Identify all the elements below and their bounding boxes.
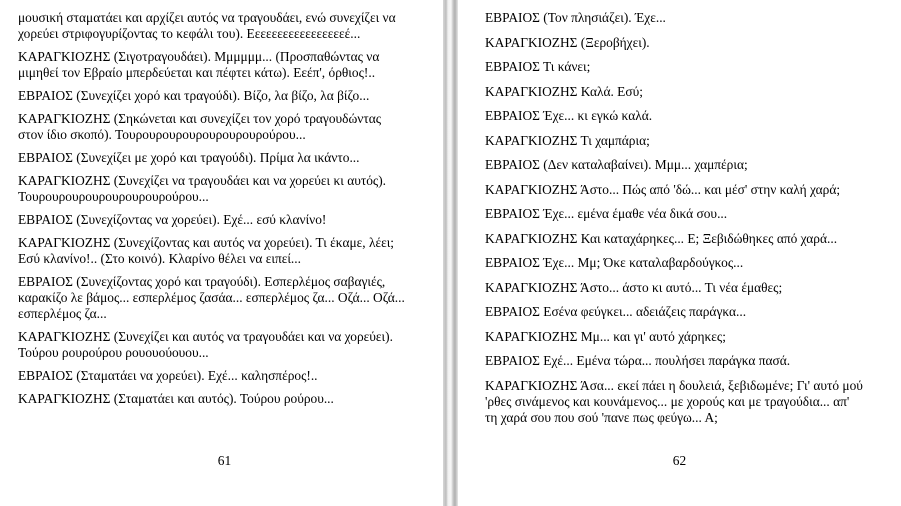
paragraph: ΚΑΡΑΓΚΙΟΖΗΣ (Σταματάει και αυτός). Τούρου ρούρου... [18,391,334,406]
paragraph: ΚΑΡΑΓΚΙΟΖΗΣ Καλά. Εσύ; [485,83,643,99]
paragraph: ΕΒΡΑΙΟΣ (Συνεχίζει με χορό και τραγούδι). Πρίμα λα ικάντο... [18,150,360,165]
page-number-right: 62 [672,453,687,468]
page-number-left: 61 [217,453,232,468]
paragraph: ΕΒΡΑΙΟΣ Εσένα φεύγκει... αδειάζεις παράγκα... [485,304,747,319]
paragraph: ΕΒΡΑΙΟΣ (Σταματάει να χορεύει). Εχέ... καλησπέρος!.. [18,368,318,383]
left-page-text [18,10,425,407]
paragraph: ΚΑΡΑΓΚΙΟΖΗΣ Και καταχάρηκες... Ε; Ξεβιδώθηκες από χαρά... [485,230,838,246]
paragraph: ΚΑΡΑΓΚΙΟΖΗΣ (Σηκώνεται και συνεχίζει τον χορό τραγουδώντας στον ίδιο σκοπό). Τουρουρουρουρουρουρουρούρου... [18,111,382,142]
paragraph: ΚΑΡΑΓΚΙΟΖΗΣ Άσα... εκεί πάει η δουλειά, ξεβιδωμένε; Γι' αυτό μού 'ρθες σινάμενος και κουνάμενος... με χορούς και με τραγούδια... απ' τη χαρά σου που σού 'πανε πως φεύγω... Α; [485,377,863,425]
paragraph: ΚΑΡΑΓΚΙΟΖΗΣ Άστο... Πώς από 'δώ... και μέσ' στην καλή χαρά; [485,181,841,197]
paragraph: ΕΒΡΑΙΟΣ (Συνεχίζοντας να χορεύει). Εχέ... εσύ κλανίνο! [18,212,327,227]
left-page [0,0,443,506]
paragraph: ΚΑΡΑΓΚΙΟΖΗΣ (Συνεχίζει και αυτός να τραγουδάει και να χορεύει). Τούρου ρουρούρου ρουουούουου... [18,329,393,360]
paragraph: ΚΑΡΑΓΚΙΟΖΗΣ (Σιγοτραγουδάει). Μμμμμμ... (Προσπαθώντας να μιμηθεί τον Εβραίο μπερδεύεται και πέφτει κάτω). Εεέπ', όρθιος!.. [18,49,380,80]
paragraph: ΚΑΡΑΓΚΙΟΖΗΣ (Συνεχίζοντας και αυτός να χορεύει). Τι έκαμε, λέει; Εσύ κλανίνο!.. (Στο κοινό). Κλαρίνο θέλει να ειπεί... [18,235,395,266]
book-gutter-divider [443,0,458,506]
right-page-text [485,10,885,426]
paragraph: ΕΒΡΑΙΟΣ (Συνεχίζει χορό και τραγούδι). Βίζο, λα βίζο, λα βίζο... [18,88,370,103]
paragraph: ΕΒΡΑΙΟΣ (Τον πλησιάζει). Έχε... [485,10,666,25]
paragraph: ΕΒΡΑΙΟΣ Εχέ... Εμένα τώρα... πουλήσει παράγκα πασά. [485,353,791,368]
right-page [458,0,901,506]
paragraph: ΚΑΡΑΓΚΙΟΖΗΣ (Ξεροβήχει). [485,34,650,50]
paragraph: ΕΒΡΑΙΟΣ Έχε... Μμ; Όκε καταλαβαρδούγκος... [485,255,744,270]
paragraph: ΕΒΡΑΙΟΣ Έχε... εμένα έμαθε νέα δικά σου... [485,206,728,221]
paragraph: ΕΒΡΑΙΟΣ (Συνεχίζοντας χορό και τραγούδι). Εσπερλέμος σαβαγιές, καρακίζο λε βάμος... εσπερλέμος ζασάα... εσπερλέμος ζα... Οζά... Οζά... εσπερλέμος ζα... [18,274,405,321]
paragraph: ΕΒΡΑΙΟΣ Έχε... κι εγκώ καλά. [485,108,653,123]
paragraph: ΕΒΡΑΙΟΣ (Δεν καταλαβαίνει). Μμμ... χαμπέρια; [485,157,748,172]
paragraph: ΚΑΡΑΓΚΙΟΖΗΣ Μμ... και γι' αυτό χάρηκες; [485,328,726,344]
paragraph: ΚΑΡΑΓΚΙΟΖΗΣ Άστο... άστο κι αυτό... Τι νέα έμαθες; [485,279,783,295]
paragraph: ΚΑΡΑΓΚΙΟΖΗΣ Τι χαμπάρια; [485,132,650,148]
paragraph: ΕΒΡΑΙΟΣ Τι κάνει; [485,59,591,74]
paragraph: ΚΑΡΑΓΚΙΟΖΗΣ (Συνεχίζει να τραγουδάει και να χορεύει κι αυτός). Τουρουρουρουρουρουρουρούρου... [18,173,387,204]
paragraph: μουσική σταματάει και αρχίζει αυτός να τραγουδάει, ενώ συνεχίζει να χορεύει στριφογυρίζοντας το κεφάλι του). Εεεεεεεεεεεεεεεεεέ... [18,10,396,41]
